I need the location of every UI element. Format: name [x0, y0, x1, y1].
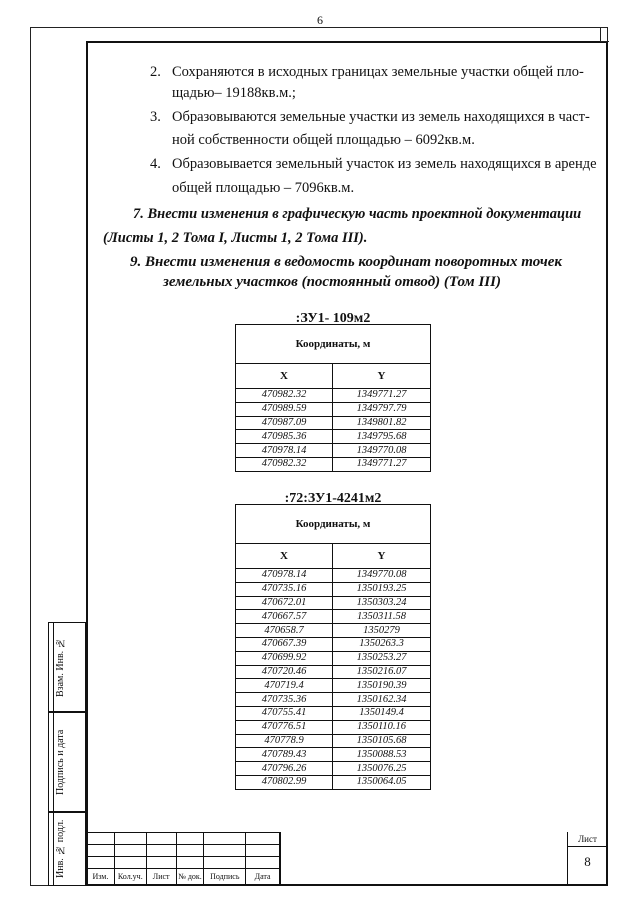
table-row: [236, 457, 431, 471]
sheet-box: [567, 832, 607, 885]
stamp-col-data: Дата: [246, 869, 280, 885]
list-text-line: Образовывается земельный участок из земель находящихся в аренде: [172, 156, 597, 172]
list-text-line: щадью– 19188кв.м.;: [172, 85, 296, 101]
coord-x: 470789.43: [236, 748, 333, 762]
side-label-inv: Инв. № подл.: [53, 813, 72, 885]
coord-y: 1349771.27: [333, 457, 431, 471]
coord-y: 1350193.25: [333, 582, 431, 596]
coord-y: 1350088.53: [333, 748, 431, 762]
coordinates-table-2: [235, 504, 431, 790]
table-header: Координаты, м: [236, 325, 431, 364]
coord-y: 1350149.4: [333, 706, 431, 720]
coord-y: 1350311.58: [333, 610, 431, 624]
table-row: [236, 389, 431, 403]
table-row: [236, 596, 431, 610]
coord-x: 470755.41: [236, 706, 333, 720]
stamp-col-podpis: Подпись: [204, 869, 246, 885]
section-9-heading-cont: земельных участков (постоянный отвод) (Том III): [163, 274, 501, 290]
corner-mark: [600, 27, 609, 42]
coord-y: 1350190.39: [333, 679, 431, 693]
table2-title: :72:ЗУ1-4241м2: [284, 491, 382, 506]
side-label-podpis: Подпись и дата: [53, 713, 72, 811]
table-row: [236, 430, 431, 444]
coord-x: 470699.92: [236, 651, 333, 665]
coord-x: 470989.59: [236, 402, 333, 416]
side-col-vzam: [48, 622, 86, 712]
table-row: [236, 582, 431, 596]
table-row: [236, 624, 431, 638]
coord-x: 470667.39: [236, 637, 333, 651]
table-row: [236, 569, 431, 583]
coord-x: 470658.7: [236, 624, 333, 638]
list-number: 4.: [150, 156, 161, 172]
coord-x: 470776.51: [236, 720, 333, 734]
coord-y: 1350064.05: [333, 775, 431, 789]
section-7-heading: 7. Внести изменения в графическую часть проектной документации: [133, 206, 582, 222]
coord-y: 1350162.34: [333, 693, 431, 707]
coord-x: 470719.4: [236, 679, 333, 693]
coord-x: 470796.26: [236, 762, 333, 776]
list-number: 2.: [150, 64, 161, 80]
table-row: [236, 762, 431, 776]
list-number: 3.: [150, 109, 161, 125]
side-col-podpis: [48, 712, 86, 812]
table-row: [236, 637, 431, 651]
sheet-number: 8: [584, 854, 591, 869]
column-header-y: Y: [333, 364, 431, 389]
table-row: [236, 706, 431, 720]
table-row: [236, 720, 431, 734]
coord-y: 1349801.82: [333, 416, 431, 430]
coord-y: 1349770.08: [333, 569, 431, 583]
table-row: [236, 734, 431, 748]
top-page-number: 6: [317, 13, 323, 27]
stamp-col-ndok: № док.: [176, 869, 204, 885]
coord-x: 470978.14: [236, 569, 333, 583]
coord-x: 470735.36: [236, 693, 333, 707]
table-row: [236, 665, 431, 679]
coord-y: 1349797.79: [333, 402, 431, 416]
stamp-col-list: Лист: [146, 869, 176, 885]
side-col-inv: [48, 812, 86, 886]
coord-y: 1349795.68: [333, 430, 431, 444]
coord-y: 1350216.07: [333, 665, 431, 679]
title-block: [86, 832, 606, 885]
column-header-y: Y: [333, 544, 431, 569]
coord-x: 470982.32: [236, 457, 333, 471]
table-row: [236, 610, 431, 624]
table-row: [236, 402, 431, 416]
column-header-x: X: [236, 364, 333, 389]
coord-y: 1349770.08: [333, 444, 431, 458]
table-row: [236, 748, 431, 762]
column-header-x: X: [236, 544, 333, 569]
table-row: [236, 693, 431, 707]
coord-y: 1350253.27: [333, 651, 431, 665]
coord-y: 1350303.24: [333, 596, 431, 610]
coordinates-table-1: [235, 324, 431, 472]
table-row: [236, 775, 431, 789]
list-text-line: Образовываются земельные участки из земель находящихся в част-: [172, 109, 590, 125]
coord-x: 470720.46: [236, 665, 333, 679]
stamp-title-area: [280, 832, 607, 885]
stamp-col-izm: Изм.: [87, 869, 115, 885]
coord-x: 470667.57: [236, 610, 333, 624]
table-row: [236, 679, 431, 693]
section-7-heading-cont: (Листы 1, 2 Тома I, Листы 1, 2 Тома III).: [103, 230, 368, 246]
coord-x: 470735.16: [236, 582, 333, 596]
coord-x: 470982.32: [236, 389, 333, 403]
list-text-line: ной собственности общей площадью – 6092кв.м.: [172, 132, 475, 148]
list-text-line: Сохраняются в исходных границах земельные участки общей пло-: [172, 64, 584, 80]
table-row: [236, 416, 431, 430]
table1-title: :ЗУ1- 109м2: [295, 311, 371, 326]
coord-y: 1350263.3: [333, 637, 431, 651]
coord-x: 470778.9: [236, 734, 333, 748]
list-text-line: общей площадью – 7096кв.м.: [172, 180, 355, 196]
table-row: [236, 651, 431, 665]
table-header: Координаты, м: [236, 505, 431, 544]
side-label-vzam: Взам. Инв. №: [53, 623, 72, 711]
coord-y: 1350110.16: [333, 720, 431, 734]
table-row: [236, 444, 431, 458]
stamp-col-kolvo: Кол.уч.: [114, 869, 146, 885]
coord-x: 470985.36: [236, 430, 333, 444]
coord-x: 470978.14: [236, 444, 333, 458]
coord-y: 1350279: [333, 624, 431, 638]
sheet-label: Лист: [568, 834, 607, 847]
section-9-heading: 9. Внести изменения в ведомость координат поворотных точек: [130, 254, 563, 270]
coord-x: 470987.09: [236, 416, 333, 430]
coord-y: 1350076.25: [333, 762, 431, 776]
coord-y: 1349771.27: [333, 389, 431, 403]
coord-y: 1350105.68: [333, 734, 431, 748]
coord-x: 470802.99: [236, 775, 333, 789]
coord-x: 470672.01: [236, 596, 333, 610]
